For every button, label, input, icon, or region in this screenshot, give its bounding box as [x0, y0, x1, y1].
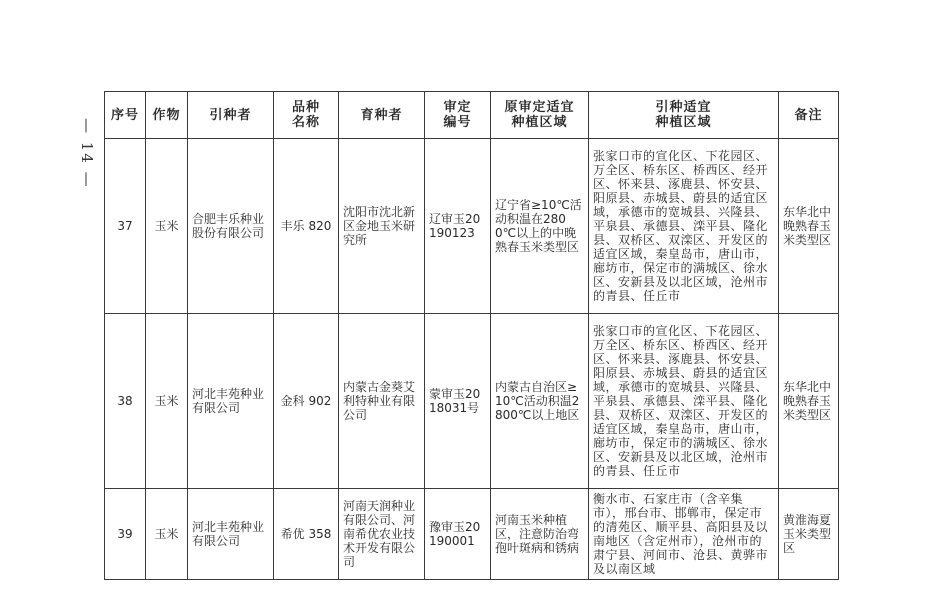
table-header: [105, 92, 839, 139]
cell-remark: 东华北中晚熟春玉米类型区: [779, 314, 839, 489]
table-row: [105, 139, 839, 314]
cell-approval-no: 辽审玉20190123: [425, 139, 491, 314]
cell-no: 39: [105, 489, 146, 580]
cell-intro-region: 张家口市的宣化区、下花园区、万全区、桥东区、桥西区、经开区、怀来县、涿鹿县、怀安县、阳原县、赤城县、蔚县的适宜区域，承德市的宽城县、兴隆县、平泉县、承德县、滦平县、隆化县、双桥区、双滦区、开发区的适宜区域，秦皇岛市，唐山市，廊坊市，保定市的满城区、徐水区、安新县及以北区域，沧州市的青县、任丘市: [589, 139, 779, 314]
cell-no: 38: [105, 314, 146, 489]
cell-introducer: 河北丰苑种业有限公司: [188, 489, 274, 580]
cell-introducer: 合肥丰乐种业股份有限公司: [188, 139, 274, 314]
cell-breeder: 河南天润种业有限公司、河南希优农业技术开发有限公司: [339, 489, 425, 580]
page-number: — 14 —: [78, 118, 96, 189]
header-introducer: 引种者: [188, 92, 274, 139]
cell-intro-region: 衡水市、石家庄市（含辛集市），邢台市、邯郸市，保定市的清苑区、顺平县、高阳县及以南地区（含定州市），沧州市的肃宁县、河间市、沧县、黄骅市及以南区域: [589, 489, 779, 580]
header-original-region: 原审定适宜 种植区域: [491, 92, 589, 139]
header-no: 序号: [105, 92, 146, 139]
cell-variety: 希优 358: [274, 489, 339, 580]
header-variety: 品种 名称: [274, 92, 339, 139]
cell-no: 37: [105, 139, 146, 314]
cell-variety: 金科 902: [274, 314, 339, 489]
cell-intro-region: 张家口市的宣化区、下花园区、万全区、桥东区、桥西区、经开区、怀来县、涿鹿县、怀安县、阳原县、赤城县、蔚县的适宜区域，承德市的宽城县、兴隆县、平泉县、承德县、滦平县、隆化县、双桥区、双滦区、开发区的适宜区域，秦皇岛市，唐山市，廊坊市，保定市的满城区、徐水区、安新县及以北区域，沧州市的青县、任丘市: [589, 314, 779, 489]
header-crop: 作物: [146, 92, 188, 139]
cell-breeder: 内蒙古金葵艾利特种业有限公司: [339, 314, 425, 489]
cell-remark: 黄淮海夏玉米类型区: [779, 489, 839, 580]
header-intro-region: 引种适宜 种植区域: [589, 92, 779, 139]
cell-approval-no: 豫审玉20190001: [425, 489, 491, 580]
cell-approval-no: 蒙审玉2018031号: [425, 314, 491, 489]
cell-breeder: 沈阳市沈北新区金地玉米研究所: [339, 139, 425, 314]
header-approval-no: 审定 编号: [425, 92, 491, 139]
header-breeder: 育种者: [339, 92, 425, 139]
table-row: [105, 314, 839, 489]
cell-original-region: 河南玉米种植区，注意防治弯孢叶斑病和锈病: [491, 489, 589, 580]
table-row: [105, 489, 839, 580]
cell-variety: 丰乐 820: [274, 139, 339, 314]
cell-original-region: 内蒙古自治区≥10℃活动积温2800℃以上地区: [491, 314, 589, 489]
variety-table: [104, 91, 839, 580]
cell-crop: 玉米: [146, 489, 188, 580]
cell-crop: 玉米: [146, 139, 188, 314]
cell-original-region: 辽宁省≥10℃活动积温在2800℃以上的中晚熟春玉米类型区: [491, 139, 589, 314]
header-remark: 备注: [779, 92, 839, 139]
cell-crop: 玉米: [146, 314, 188, 489]
cell-introducer: 河北丰苑种业有限公司: [188, 314, 274, 489]
cell-remark: 东华北中晚熟春玉米类型区: [779, 139, 839, 314]
